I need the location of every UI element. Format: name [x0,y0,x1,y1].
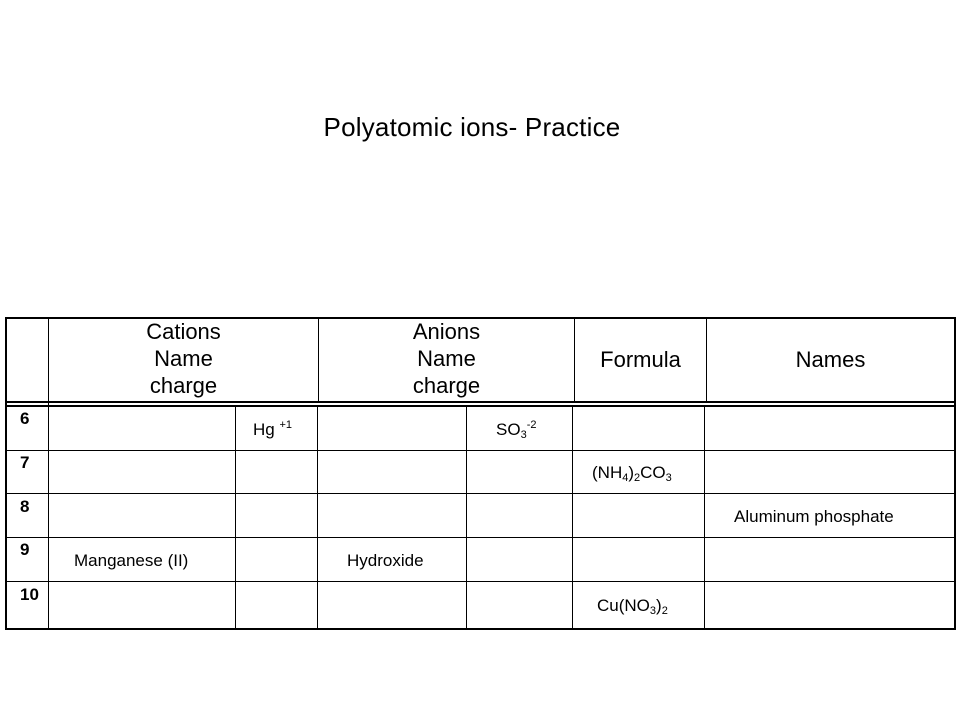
anion-charge-subscript: 3 [520,429,527,441]
formula-subscript: 4 [622,472,629,484]
page-title: Polyatomic ions- Practice [323,112,621,142]
header-cations [49,318,318,399]
header-formula: Formula [600,347,681,372]
row-number: 8 [20,497,30,516]
formula-subscript: 3 [665,472,672,484]
row-number: 6 [20,409,30,428]
column-divider [466,405,467,630]
cation-charge-cell [253,419,292,440]
row-divider [5,537,956,538]
column-divider [954,317,956,630]
formula-part: CO [640,463,666,482]
anion-charge-superscript: -2 [526,419,537,431]
formula-cell [597,596,668,617]
anion-charge-symbol: SO [496,420,521,439]
anion-charge-cell [496,419,536,441]
formula-subscript: 2 [661,605,668,617]
header-bottom-border [5,401,956,403]
formula-cell [592,463,672,484]
formula-part: Cu(NO [597,596,650,615]
column-divider [235,405,236,630]
header-anions-line3: charge [412,373,481,398]
name-cell: Aluminum phosphate [734,507,894,526]
header-anions-line2: Name [417,346,476,371]
header-anions [319,318,574,399]
row-number: 10 [20,585,39,604]
row-divider [5,450,956,451]
formula-part: ) [656,596,662,615]
column-divider [704,405,705,630]
row-divider [5,581,956,582]
header-cations-line2: Name [154,346,213,371]
header-cations-line3: charge [149,373,218,398]
header-names: Names [795,347,866,372]
table-bottom-border [5,628,956,630]
body-top-border [5,405,956,407]
cation-charge-superscript: +1 [279,419,293,431]
column-divider [317,405,318,630]
formula-part: ) [628,463,635,482]
formula-subscript: 3 [649,605,657,617]
header-cations-line1: Cations [146,319,221,344]
formula-part: (NH [592,463,623,482]
column-divider [5,317,7,630]
formula-subscript: 2 [634,472,641,484]
row-number: 9 [20,540,30,559]
column-divider [572,405,573,630]
anion-name-cell: Hydroxide [347,551,424,570]
row-number: 7 [20,453,30,472]
header-anions-line1: Anions [412,319,481,344]
cation-name-cell: Manganese (II) [74,551,189,570]
row-divider [5,493,956,494]
cation-charge-symbol: Hg [253,420,280,439]
